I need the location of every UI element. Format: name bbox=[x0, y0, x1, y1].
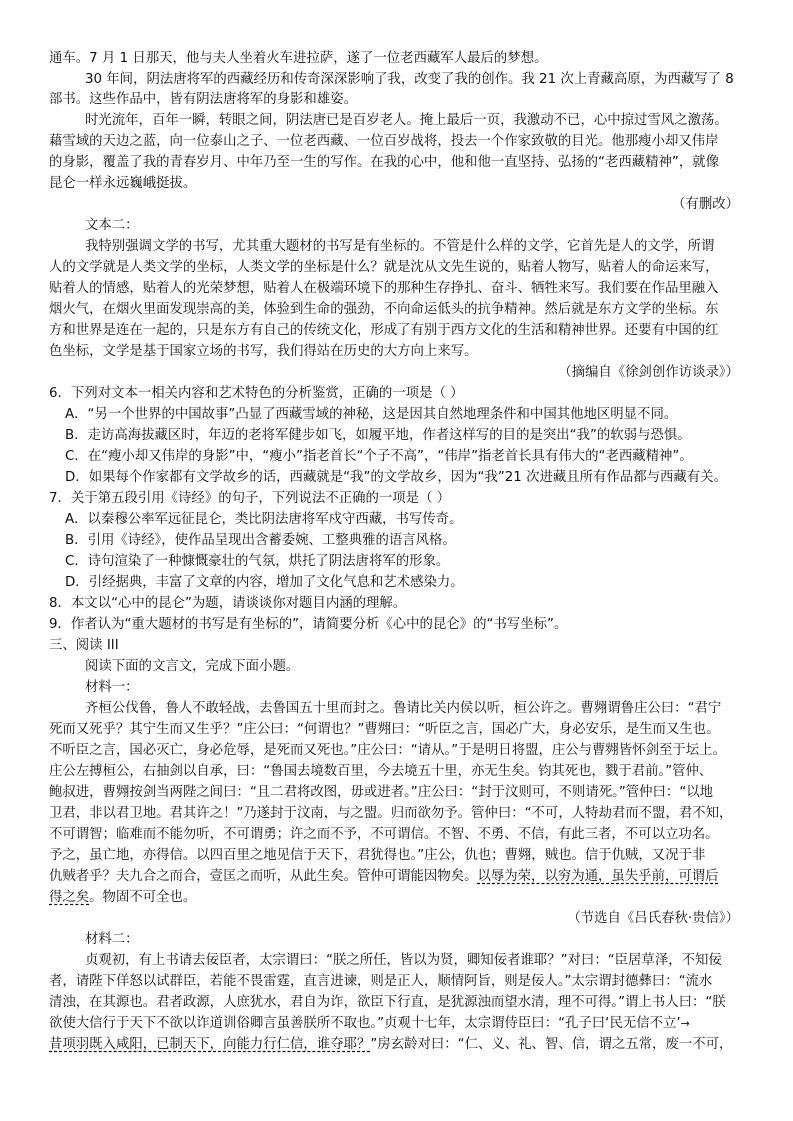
paragraph-line: 我特别强调文学的书写，尤其重大题材的书写是有坐标的。不管是什么样的文学，它首先是人的文学，所谓 bbox=[85, 239, 715, 254]
question-stem: 7．关于第五段引用《诗经》的句子，下列说法不正确的一项是（ ） bbox=[49, 491, 451, 506]
question-option: B．引用《诗经》，使作品呈现出含蓄委婉、工整典雅的语言风格。 bbox=[65, 533, 456, 548]
paragraph-line: 鲍叔进，曹翙按剑当两陛之间曰：“且二君将改图，毋或进者。”庄公曰：“封于汶则可，不则请死。”管仲曰：“以地 bbox=[49, 785, 714, 800]
underlined-sentence: 以辱为荣，以穷为通，虽失乎前，可谓后 bbox=[477, 869, 719, 884]
question-stem: 8．本文以“心中的昆仑”为题，请谈谈你对题目内涵的理解。 bbox=[49, 596, 407, 611]
text-segment: 仇贼者乎？夫九合之而合，壹匡之而听，从此生矣。管仲可谓能因物矣。 bbox=[49, 869, 478, 884]
paragraph-line: 者，请陛下佯怒以试群臣，若能不畏雷霆，直言进谏，则是正人，顺情阿旨，则是佞人。”太宗谓封德彝曰：“流水 bbox=[49, 974, 713, 989]
paragraph-line: 予之，虽亡地，亦得信。以四百里之地见信于天下，君犹得也。”庄公，仇也；曹翙，贼也。信于仇贼，又况于非 bbox=[49, 848, 706, 863]
paragraph-line: 卫君，非以君卫地。君其许之！”乃遂封于汶南，与之盟。归而欲勿予。管仲曰：“不可，人特劫君而不盟，君不知， bbox=[49, 806, 733, 821]
question-option: B．走访高海拔藏区时，年迈的老将军健步如飞，如履平地，作者这样写的目的是突出“我”的软弱与恐惧。 bbox=[65, 428, 691, 443]
paragraph-line bbox=[49, 1015, 690, 1032]
paragraph-line: 色坐标，文学是基于国家立场的书写，我们得站在历史的大方向上来写。 bbox=[49, 344, 478, 359]
paragraph-line: 齐桓公伐鲁，鲁人不敢轻战，去鲁国五十里而封之。鲁请比关内侯以听，桓公许之。曹翙谓鲁庄公曰：“君宁 bbox=[85, 701, 722, 716]
paragraph-line: 不听臣之言，国必灭亡，身必危辱，是死而又死也。”庄公曰：“请从。”于是明日将盟，庄公与曹翙皆怀剑至于坛上。 bbox=[49, 743, 726, 758]
arrow-icon: → bbox=[680, 1017, 690, 1030]
paragraph-line: 庄公左搏桓公，右抽剑以自承，曰：“鲁国去境数百里，今去境五十里，亦无生矣。钧其死也，戮于君前。”管仲、 bbox=[49, 764, 713, 779]
paragraph-line bbox=[49, 889, 196, 906]
underlined-sentence: 昔项羽既入咸阳，已制天下，向能力行仁信，谁夺耶？ bbox=[49, 1037, 371, 1052]
text-segment: 欲使大信行于天下不欲以诈道训俗卿言虽善朕所不取也。”贞观十七年，太宗谓侍臣曰：“孔子曰‘民无信不立’ bbox=[49, 1016, 681, 1031]
instruction-text: 阅读下面的文言文，完成下面小题。 bbox=[85, 659, 300, 674]
paragraph-line: 人的文学就是人类文学的坐标，人类文学的坐标是什么？就是沈从文先生说的，贴着人物写，贴着人的命运来写， bbox=[49, 260, 719, 275]
question-stem: 6．下列对文本一相关内容和艺术特色的分析鉴赏，正确的一项是（ ） bbox=[49, 386, 464, 401]
paragraph-line: 烟火气，在烟火里面发现崇高的美，体验到生命的强劲，不向命运低头的抗争精神。然后就是东方文学的坐标。东 bbox=[49, 302, 719, 317]
question-option: C．诗句渲染了一种慷慨豪壮的气氛，烘托了阴法唐将军的形象。 bbox=[65, 554, 450, 569]
paragraph-line: 30 年间，阴法唐将军的西藏经历和传奇深深影响了我，改变了我的创作。我 21 次上青藏高原，为西藏写了 8 bbox=[85, 72, 734, 87]
material-heading: 材料二： bbox=[85, 932, 139, 947]
paragraph-line: 清浊，在其源也。君者政源，人庶犹水，君自为诈，欲臣下行直，是犹源浊而望水清，理不可得。”谓上书人曰：“朕 bbox=[49, 995, 726, 1010]
question-stem: 9．作者认为“重大题材的书写是有坐标的”，请简要分析《心中的昆仑》的“书写坐标”。 bbox=[49, 617, 568, 632]
paragraph-line: 通车。7 月 1 日那天，他与夫人坐着火车进拉萨，遂了一位老西藏军人最后的梦想。 bbox=[49, 51, 548, 66]
question-option: D．引经据典，丰富了文章的内容，增加了文化气息和艺术感染力。 bbox=[65, 575, 464, 590]
question-option: D．如果每个作家都有文学故乡的话，西藏就是“我”的文学故乡，因为“我”21 次进藏且所有作品都与西藏有关。 bbox=[65, 470, 727, 485]
paragraph-line: 时光流年，百年一瞬，转眼之间，阴法唐已是百岁老人。掩上最后一页，我激动不已，心中掠过雪风之激荡。 bbox=[85, 113, 728, 128]
source-citation: （摘编自《徐剑创作访谈录》） bbox=[558, 365, 739, 380]
paragraph-line: 方和世界是连在一起的，只是东方有自己的传统文化，形成了有别于西方文化的生活和精神世界。还要有中国的红 bbox=[49, 323, 719, 338]
text-segment: ”房玄龄对曰：“仁、义、礼、智、信，谓之五常，废一不可， bbox=[370, 1037, 733, 1052]
section-heading: 文本二： bbox=[85, 218, 139, 233]
underlined-sentence: 得之矣 bbox=[49, 890, 90, 905]
paragraph-line: 藉雪域的天边之蓝，向一位泰山之子、一位老西藏、一位百岁战将，投去一个作家致敬的目光。他那瘦小却又伟岸 bbox=[49, 134, 719, 149]
paragraph-line: 昆仑一样永远巍峨挺拔。 bbox=[49, 176, 197, 191]
paragraph-line bbox=[49, 1036, 732, 1053]
source-citation: （有删改） bbox=[672, 197, 739, 212]
question-option: C．在“瘦小却又伟岸的身影”中，“瘦小”指老首长“个子不高”，“伟岸”指老首长具有伟大的“老西藏精神”。 bbox=[65, 449, 693, 464]
question-option: A．“另一个世界的中国故事”凸显了西藏雪域的神秘，这是因其自然地理条件和中国其他地区明显不同。 bbox=[65, 407, 678, 422]
material-heading: 材料一： bbox=[85, 680, 139, 695]
question-option: A．以秦穆公率军远征昆仑，类比阴法唐将军戍守西藏，书写传奇。 bbox=[65, 512, 463, 527]
paragraph-line: 贞观初，有上书请去佞臣者，太宗谓曰：“朕之所任，皆以为贤，卿知佞者谁耶？”对曰：“臣居草泽，不知佞 bbox=[85, 953, 722, 968]
section-heading: 三、阅读 III bbox=[49, 638, 119, 653]
paragraph-line: 贴着人的情感，贴着人的光荣梦想，贴着人在极端环境下的那种生存挣扎、奋斗、牺牲来写。我们要在作品里融入 bbox=[49, 281, 719, 296]
paragraph-line: 的身影，覆盖了我的青春岁月、中年乃至一生的写作。在我的心中，他和他一直坚持、弘扬的“老西藏精神”，就像 bbox=[49, 155, 720, 170]
paragraph-line: 死而又死乎？其宁生而又生乎？”庄公曰：“何谓也？”曹翙曰：“听臣之言，国必广大，身必安乐，是生而又生也。 bbox=[49, 722, 720, 737]
paragraph-line bbox=[49, 868, 719, 885]
text-segment: 。物固不可全也。 bbox=[89, 890, 197, 905]
paragraph-line: 部书。这些作品中，皆有阴法唐将军的身影和雄姿。 bbox=[49, 92, 357, 107]
source-citation: （节选自《吕氏春秋·贵信》） bbox=[567, 911, 739, 926]
paragraph-line: 不可谓智；临难而不能勿听，不可谓勇；许之而不予，不可谓信。不智、不勇、不信，有此三者，不可以立功名。 bbox=[49, 827, 719, 842]
